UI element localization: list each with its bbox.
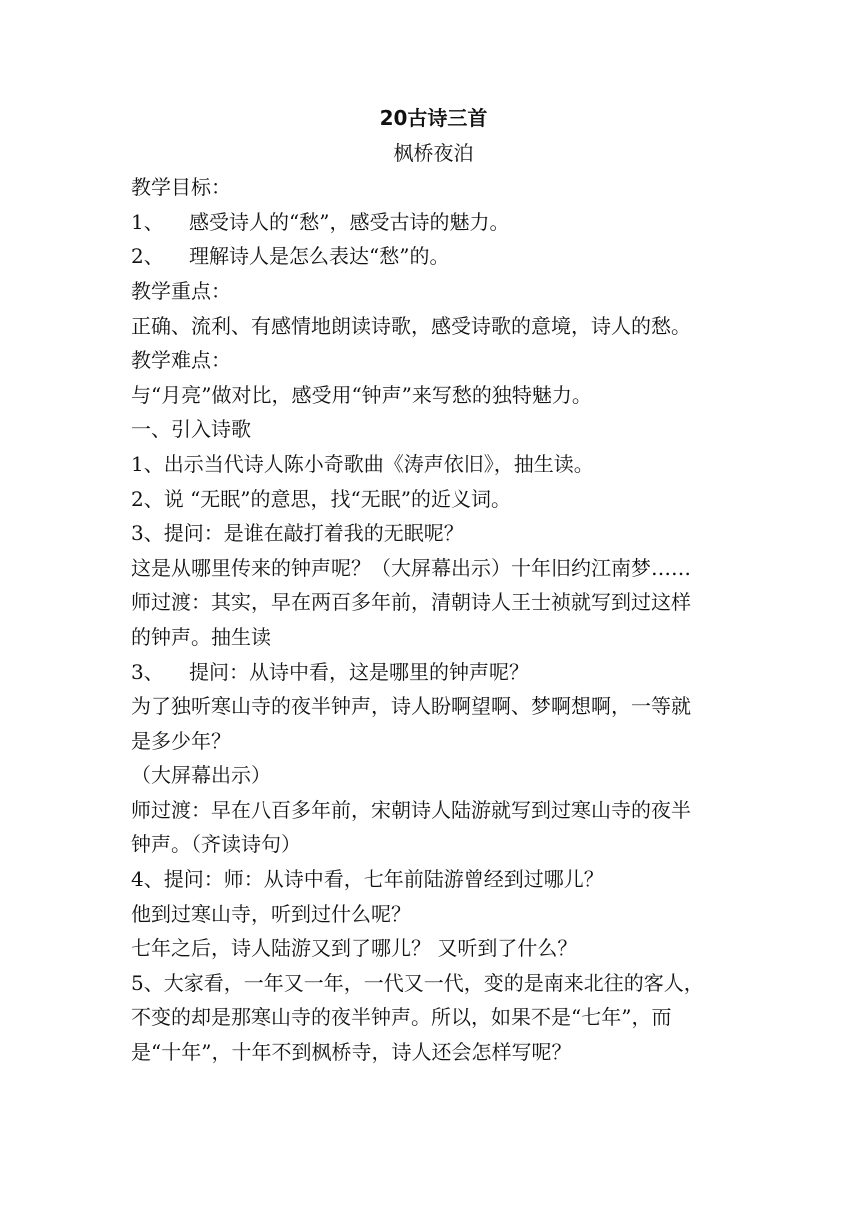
- difficulty-heading: 教学难点：: [131, 348, 231, 373]
- goal-text: 理解诗人是怎么表达“愁”的。: [189, 244, 450, 269]
- focus-text: 正确、流利、有感情地朗读诗歌，感受诗歌的意境，诗人的愁。: [131, 313, 691, 338]
- paragraph-line: 4、提问：师：从诗中看，七年前陆游曾经到过哪儿？: [131, 867, 604, 892]
- paragraph-line: 是多少年？: [131, 728, 231, 753]
- paragraph-line: 是“十年”，十年不到枫桥寺，诗人还会怎样写呢？: [131, 1040, 572, 1065]
- goal-item: [131, 205, 736, 240]
- paragraph-line: 5、大家看，一年又一年，一代又一代，变的是南来北往的客人，: [131, 970, 704, 995]
- goal-number: 2、: [131, 244, 164, 269]
- goal-text: 感受诗人的“愁”，感受古诗的魅力。: [189, 209, 510, 234]
- paragraph-line: 的钟声。抽生读: [131, 624, 271, 649]
- paragraph-line: 师过渡：其实，早在两百多年前，清朝诗人王士祯就写到过这样: [131, 590, 691, 615]
- paragraph-line: 2、说 “无眠”的意思，找“无眠”的近义词。: [131, 486, 511, 511]
- difficulty-text: 与“月亮”做对比，感受用“钟声”来写愁的独特魅力。: [131, 382, 592, 407]
- question-number: 3、: [131, 659, 164, 684]
- paragraph-line: 1、出示当代诗人陈小奇歌曲《涛声依旧》，抽生读。: [131, 451, 594, 476]
- paragraph-line: 为了独听寒山寺的夜半钟声，诗人盼啊望啊、梦啊想啊，一等就: [131, 694, 691, 719]
- document-title: 20古诗三首: [379, 106, 488, 130]
- question-item: [131, 655, 736, 690]
- question-text: 提问：从诗中看，这是哪里的钟声呢？: [189, 659, 529, 684]
- goal-item: [131, 239, 736, 274]
- goal-number: 1、: [131, 209, 164, 234]
- paragraph-line: 七年之后，诗人陆游又到了哪儿？ 又听到了什么？: [131, 936, 578, 961]
- paragraph-line: 师过渡：早在八百多年前，宋朝诗人陆游就写到过寒山寺的夜半: [131, 797, 691, 822]
- paragraph-line: 这是从哪里传来的钟声呢？（大屏幕出示）十年旧约江南梦……: [131, 555, 691, 580]
- paragraph-line: 3、提问：是谁在敲打着我的无眠呢？: [131, 521, 464, 546]
- goals-heading: 教学目标：: [131, 175, 231, 200]
- section-heading: 一、引入诗歌: [131, 417, 251, 442]
- document-body: [131, 101, 736, 1070]
- paragraph-line: （大屏幕出示）: [131, 763, 271, 788]
- paragraph-line: 钟声。（齐读诗句）: [131, 832, 301, 857]
- poem-title: 枫桥夜泊: [393, 140, 474, 165]
- paragraph-line: 他到过寒山寺，听到过什么呢？: [131, 901, 411, 926]
- paragraph-line: 不变的却是那寒山寺的夜半钟声。所以，如果不是“七年”，而: [131, 1005, 672, 1030]
- focus-heading: 教学重点：: [131, 278, 231, 303]
